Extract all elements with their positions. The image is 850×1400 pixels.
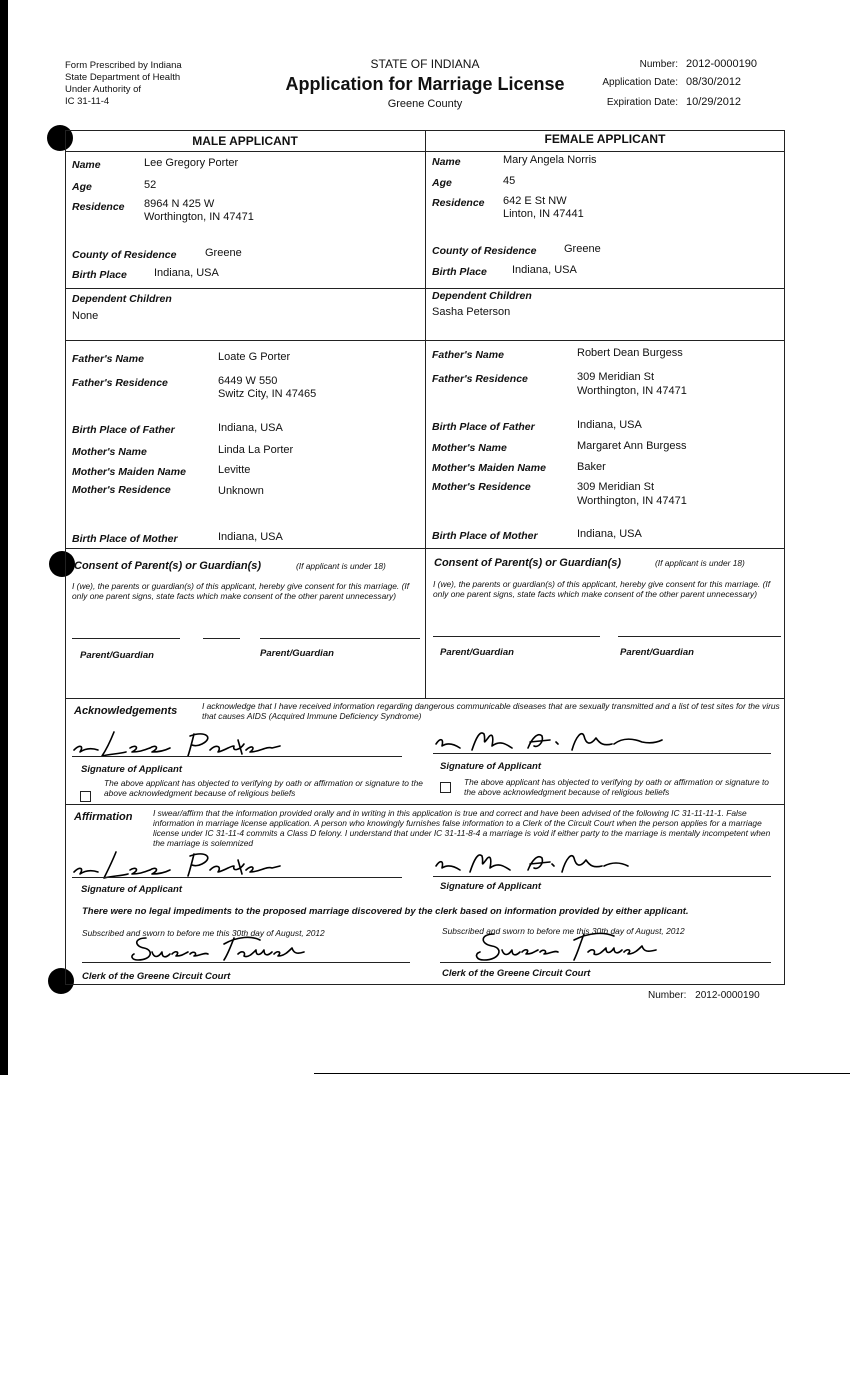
male-county-value: Greene (205, 247, 242, 259)
female-subscribed-text: Subscribed and sworn to before me this 30th day of August, 2012 (442, 926, 685, 936)
female-clerk-line (440, 962, 771, 963)
male-birth-place-value: Indiana, USA (154, 267, 219, 279)
male-objection-text: The above applicant has objected to verifying by oath or affirmation or signature to the above acknowledgment because of religious beliefs (104, 778, 423, 798)
female-mother-birth-value: Indiana, USA (577, 528, 642, 540)
application-date-label: Application Date: (602, 77, 678, 88)
footer-number-row (648, 990, 760, 1001)
scan-edge-bar (0, 0, 8, 1075)
male-consent-note: (If applicant is under 18) (296, 561, 386, 571)
female-consent-title: Consent of Parent(s) or Guardian(s) (434, 557, 622, 569)
acknowledgements-label: Acknowledgements (74, 705, 178, 717)
male-father-residence-line1: 6449 W 550 (218, 375, 278, 387)
male-mother-maiden-label: Mother's Maiden Name (72, 466, 186, 478)
footer-number-label: Number: (648, 990, 687, 1001)
expiration-date-value: 10/29/2012 (686, 96, 742, 108)
male-father-birth-value: Indiana, USA (218, 422, 283, 434)
authority-line: State Department of Health (65, 72, 181, 83)
expiration-date-label: Expiration Date: (606, 97, 678, 108)
male-father-name-value: Loate G Porter (218, 351, 291, 363)
female-age-value: 45 (503, 175, 516, 187)
male-residence-label: Residence (72, 201, 125, 213)
female-age-label: Age (432, 177, 452, 189)
male-applicant-heading: MALE APPLICANT (192, 134, 298, 148)
female-guardian-line (618, 636, 781, 637)
county-name: Greene County (387, 98, 463, 110)
female-parent-guardian-label: Parent/Guardian (620, 647, 694, 658)
form-authority (65, 60, 182, 108)
female-objection-text: The above applicant has objected to verifying by oath or affirmation or signature to the above acknowledgment because of religious beliefs (464, 777, 769, 797)
female-signature-ack (432, 724, 667, 760)
row-divider (65, 548, 785, 549)
male-consent-text: I (we), the parents or guardian(s) of this applicant, hereby give consent for this marriage. (If only one parent signs, state facts which make consent of the other parent unnecessary) (72, 581, 410, 601)
male-clerk-label: Clerk of the Greene Circuit Court (82, 971, 231, 982)
female-residence-label: Residence (432, 197, 485, 209)
female-mother-name-value: Margaret Ann Burgess (577, 440, 687, 452)
number-row (568, 58, 757, 70)
male-mother-birth-label: Birth Place of Mother (72, 533, 178, 545)
male-father-residence-label: Father's Residence (72, 377, 168, 389)
female-signature-affirmation (432, 846, 632, 880)
clerk-signature-male (128, 932, 308, 964)
male-guardian-line (72, 638, 180, 639)
female-mother-residence-line2: Worthington, IN 47471 (577, 495, 687, 507)
female-father-residence-label: Father's Residence (432, 373, 528, 385)
authority-line: Form Prescribed by Indiana (65, 60, 182, 71)
expiration-date-row (568, 96, 741, 108)
affirmation-label: Affirmation (74, 811, 133, 823)
male-residence-line2: Worthington, IN 47471 (144, 211, 254, 223)
female-father-birth-value: Indiana, USA (577, 419, 642, 431)
female-guardian-line (433, 636, 600, 637)
row-divider (65, 698, 785, 699)
authority-line: Under Authority of (65, 84, 142, 95)
male-mother-name-label: Mother's Name (72, 446, 147, 458)
male-mother-residence-label: Mother's Residence (72, 484, 171, 496)
male-parent-guardian-label: Parent/Guardian (260, 648, 334, 659)
female-mother-birth-label: Birth Place of Mother (432, 530, 538, 542)
male-residence-line1: 8964 N 425 W (144, 198, 215, 210)
female-father-residence-line1: 309 Meridian St (577, 371, 655, 383)
female-affirmation-signature-label: Signature of Applicant (440, 881, 541, 892)
female-dependent-children-value: Sasha Peterson (432, 306, 511, 318)
female-consent-text: I (we), the parents or guardian(s) of this applicant, hereby give consent for this marriage. (If only one parent signs, state facts which make consent of the other parent unnecessary) (433, 579, 771, 599)
female-signature-line (433, 753, 771, 754)
female-father-name-label: Father's Name (432, 349, 504, 361)
row-divider (65, 288, 785, 289)
female-parent-guardian-label: Parent/Guardian (440, 647, 514, 658)
male-mother-birth-value: Indiana, USA (218, 531, 283, 543)
row-divider (65, 151, 785, 152)
female-father-birth-label: Birth Place of Father (432, 421, 535, 433)
female-mother-residence-label: Mother's Residence (432, 481, 531, 493)
authority-line: IC 31-11-4 (65, 96, 110, 107)
female-dependent-children-label: Dependent Children (432, 290, 532, 302)
male-mother-name-value: Linda La Porter (218, 444, 294, 456)
female-county-label: County of Residence (432, 245, 537, 257)
document-title: Application for Marriage License (285, 74, 565, 94)
male-dependent-children-value: None (72, 310, 99, 322)
male-guardian-line (203, 638, 240, 639)
male-mother-maiden-value: Levitte (218, 464, 251, 476)
male-dependent-children-label: Dependent Children (72, 293, 172, 305)
male-guardian-line (260, 638, 420, 639)
male-consent-title: Consent of Parent(s) or Guardian(s) (74, 560, 262, 572)
female-birth-place-label: Birth Place (432, 266, 487, 278)
male-father-birth-label: Birth Place of Father (72, 424, 175, 436)
male-signature-line (72, 756, 402, 757)
impediments-statement: There were no legal impediments to the proposed marriage discovered by the clerk based on information provided by either applicant. (82, 906, 689, 917)
female-mother-maiden-label: Mother's Maiden Name (432, 462, 546, 474)
row-divider (65, 804, 785, 805)
female-clerk-label: Clerk of the Greene Circuit Court (442, 968, 591, 979)
column-divider (425, 130, 426, 698)
female-county-value: Greene (564, 243, 601, 255)
male-signature-label: Signature of Applicant (81, 764, 182, 775)
state-name: STATE OF INDIANA (370, 57, 480, 71)
male-clerk-line (82, 962, 410, 963)
male-mother-residence-value: Unknown (218, 485, 264, 497)
male-age-value: 52 (144, 179, 157, 191)
female-affirmation-signature-line (433, 876, 771, 877)
male-subscribed-text: Subscribed and sworn to before me this 30th day of August, 2012 (82, 928, 325, 938)
female-signature-label: Signature of Applicant (440, 761, 541, 772)
number-value: 2012-0000190 (686, 58, 757, 70)
male-affirmation-signature-line (72, 877, 402, 878)
female-birth-place-value: Indiana, USA (512, 264, 577, 276)
male-name-label: Name (72, 159, 101, 171)
female-father-residence-line2: Worthington, IN 47471 (577, 385, 687, 397)
acknowledgements-text: I acknowledge that I have received information regarding dangerous communicable diseases that are sexually transmitted and a list of test sites for the virus that causes AIDS (Acquired Immune Deficiency Syndrome) (202, 701, 780, 721)
female-residence-line1: 642 E St NW (503, 195, 567, 207)
male-affirmation-signature-label: Signature of Applicant (81, 884, 182, 895)
female-name-value: Mary Angela Norris (503, 154, 597, 166)
male-parent-guardian-label: Parent/Guardian (80, 650, 154, 661)
male-birth-place-label: Birth Place (72, 269, 127, 281)
application-date-row (568, 76, 741, 88)
female-consent-note: (If applicant is under 18) (655, 558, 745, 568)
application-date-value: 08/30/2012 (686, 76, 742, 88)
female-religious-objection-checkbox[interactable] (440, 782, 451, 793)
male-father-name-label: Father's Name (72, 353, 144, 365)
clerk-signature-female (472, 928, 662, 964)
female-mother-name-label: Mother's Name (432, 442, 507, 454)
male-religious-objection-checkbox[interactable] (80, 791, 91, 802)
female-applicant-heading: FEMALE APPLICANT (544, 132, 666, 146)
female-name-label: Name (432, 156, 461, 168)
affirmation-text: I swear/affirm that the information provided orally and in writing in this application is true and correct and have been advised of the following IC 31-11-11-1. False information in marriage license application. A person who knowingly furnishes false information to a Clerk of the Circuit Court when the person applies for a marriage license under IC 31-11-4 commits a Class D felony. I understand that under IC 31-11-8-4 a marriage is void if either party to the marriage is mentally incompetent when the marriage is solemnized (153, 808, 771, 848)
scan-bottom-line (314, 1073, 850, 1074)
female-residence-line2: Linton, IN 47441 (503, 208, 584, 220)
female-father-name-value: Robert Dean Burgess (577, 347, 683, 359)
male-county-label: County of Residence (72, 249, 177, 261)
male-father-residence-line2: Switz City, IN 47465 (218, 388, 317, 400)
female-mother-residence-line1: 309 Meridian St (577, 481, 655, 493)
number-label: Number: (639, 59, 678, 70)
male-name-value: Lee Gregory Porter (144, 157, 239, 169)
male-age-label: Age (72, 181, 92, 193)
footer-number-value: 2012-0000190 (695, 990, 760, 1001)
row-divider (65, 340, 785, 341)
female-mother-maiden-value: Baker (577, 461, 606, 473)
